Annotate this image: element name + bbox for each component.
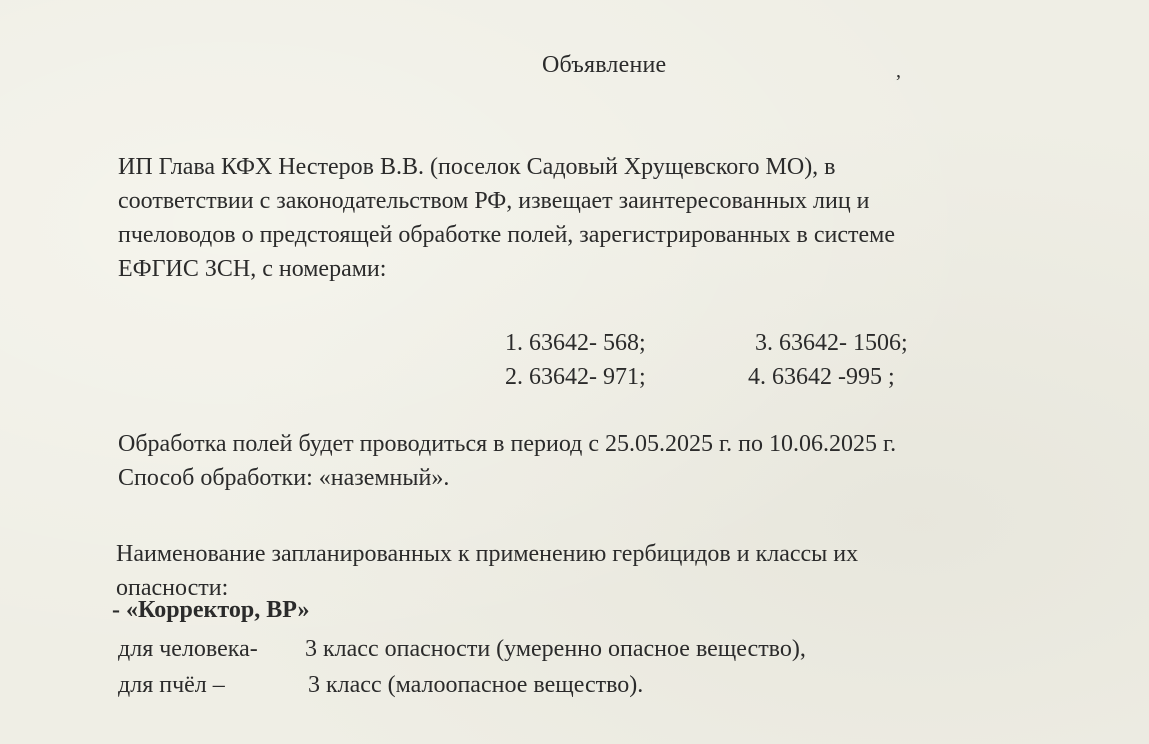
field-number-item: 2. 63642- 971;	[505, 364, 646, 390]
text-line: Обработка полей будет проводиться в период с 25.05.2025 г. по 10.06.2025 г.	[118, 431, 897, 457]
text-line: опасности:	[116, 575, 229, 601]
field-numbers-list	[505, 326, 908, 394]
text-line: ИП Глава КФХ Нестеров В.В. (поселок Садовый Хрущевского МО), в	[118, 154, 836, 180]
text-line: Способ обработки: «наземный».	[118, 465, 450, 491]
period-paragraph	[118, 427, 896, 495]
field-numbers-row	[505, 326, 908, 360]
field-number-item: 3. 63642- 1506;	[755, 330, 908, 356]
field-number-item: 1. 63642- 568;	[505, 330, 646, 356]
hazard-human-label: для человека-	[118, 636, 258, 662]
stray-mark: ,	[896, 60, 901, 82]
text-line: Наименование запланированных к применению гербицидов и классы их	[116, 541, 859, 567]
text-line: соответствии с законодательством РФ, извещает заинтересованных лиц и	[118, 188, 870, 214]
hazard-bees-value: 3 класс (малоопасное вещество).	[308, 672, 644, 698]
field-numbers-row	[505, 360, 908, 394]
field-number-item: 4. 63642 -995 ;	[748, 364, 895, 390]
hazard-bees-label: для пчёл –	[118, 672, 225, 698]
hazard-human-value: 3 класс опасности (умеренно опасное вещество),	[305, 636, 806, 662]
text-line: ЕФГИС ЗСН, с номерами:	[118, 256, 387, 282]
document-title: Объявление	[542, 52, 667, 78]
intro-paragraph	[118, 150, 895, 286]
hazard-human-row	[118, 632, 806, 666]
text-line: пчеловодов о предстоящей обработке полей, зарегистрированных в системе	[118, 222, 895, 248]
hazard-bees-row	[118, 668, 643, 702]
herbicide-name: - «Корректор, ВР»	[112, 597, 310, 623]
